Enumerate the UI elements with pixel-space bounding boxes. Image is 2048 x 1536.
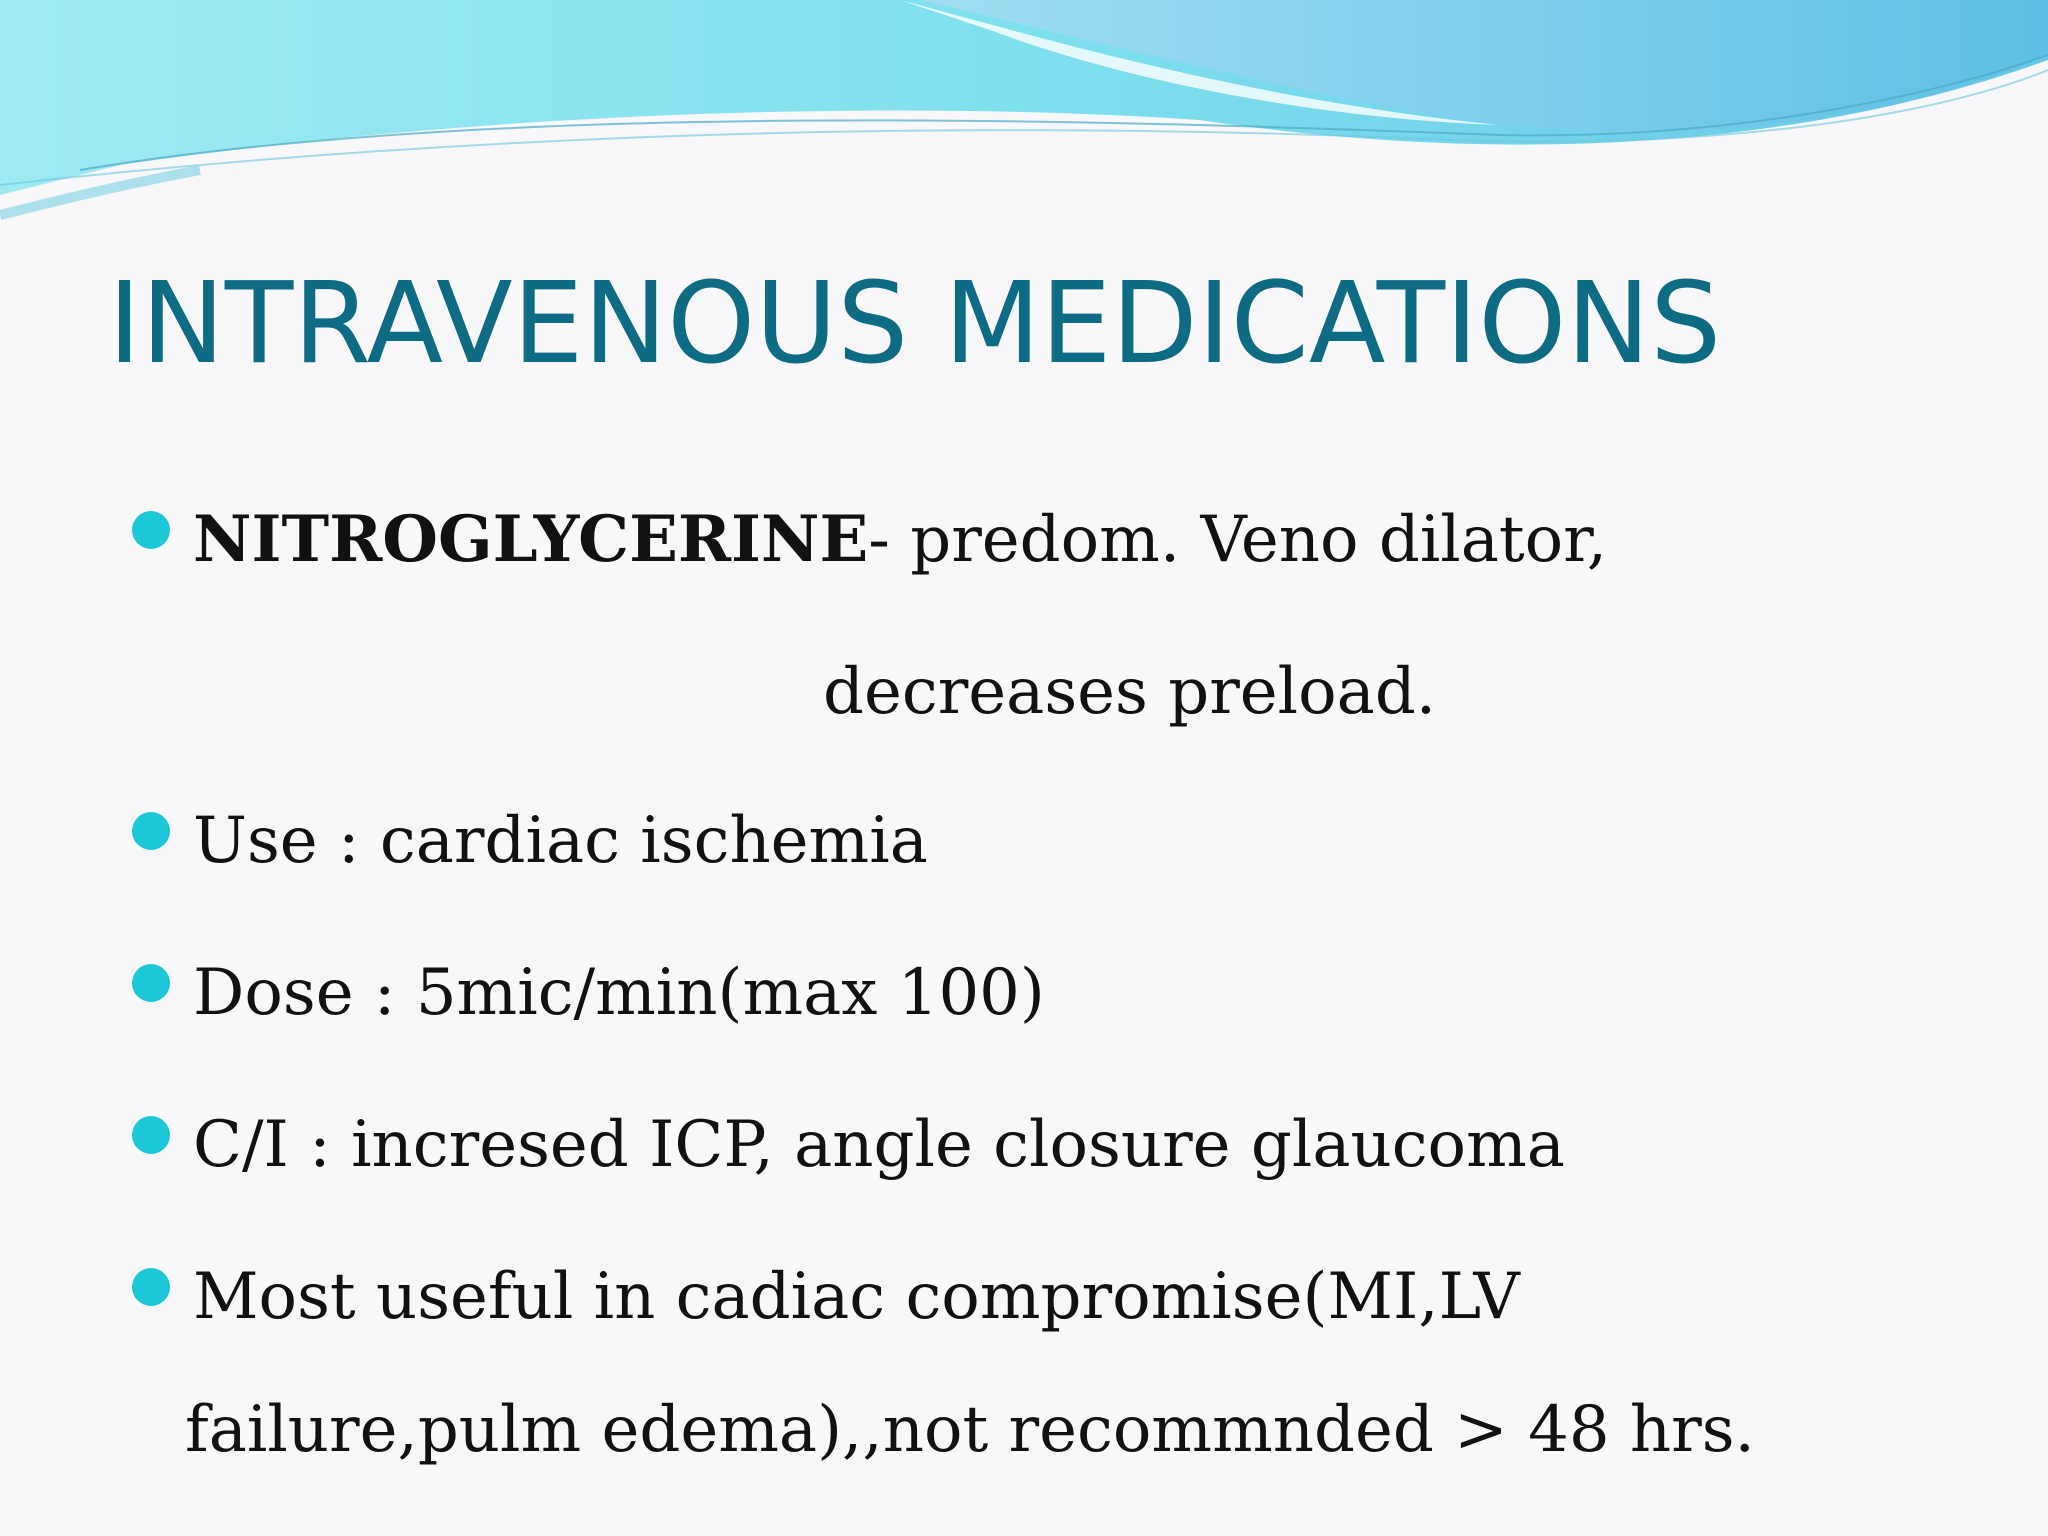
bullet-dot — [132, 1116, 170, 1154]
slide-title: INTRAVENOUS MEDICATIONS — [108, 259, 1722, 389]
bullet-most-useful: Most useful in cadiac compromise(MI,LV — [193, 1260, 1520, 1334]
header-wave-decoration — [0, 0, 2048, 240]
bullet-dot — [132, 964, 170, 1002]
bullet-dose: Dose : 5mic/min(max 100) — [193, 956, 1045, 1030]
bullet-dot — [132, 1268, 170, 1306]
bullet-dot — [132, 511, 170, 549]
bullet-continuation: failure,pulm edema),,not recommnded > 48 hrs. — [185, 1393, 1755, 1467]
drug-name: NITROGLYCERINE — [193, 502, 869, 577]
bullet-contraindication: C/I : incresed ICP, angle closure glaucoma — [193, 1108, 1565, 1182]
bullet-nitroglycerine — [193, 502, 1608, 577]
bullet-dot — [132, 812, 170, 850]
bullet-continuation: decreases preload. — [823, 655, 1437, 729]
bullet-use: Use : cardiac ischemia — [193, 804, 928, 878]
bullet-text: - predom. Veno dilator, — [868, 503, 1608, 577]
